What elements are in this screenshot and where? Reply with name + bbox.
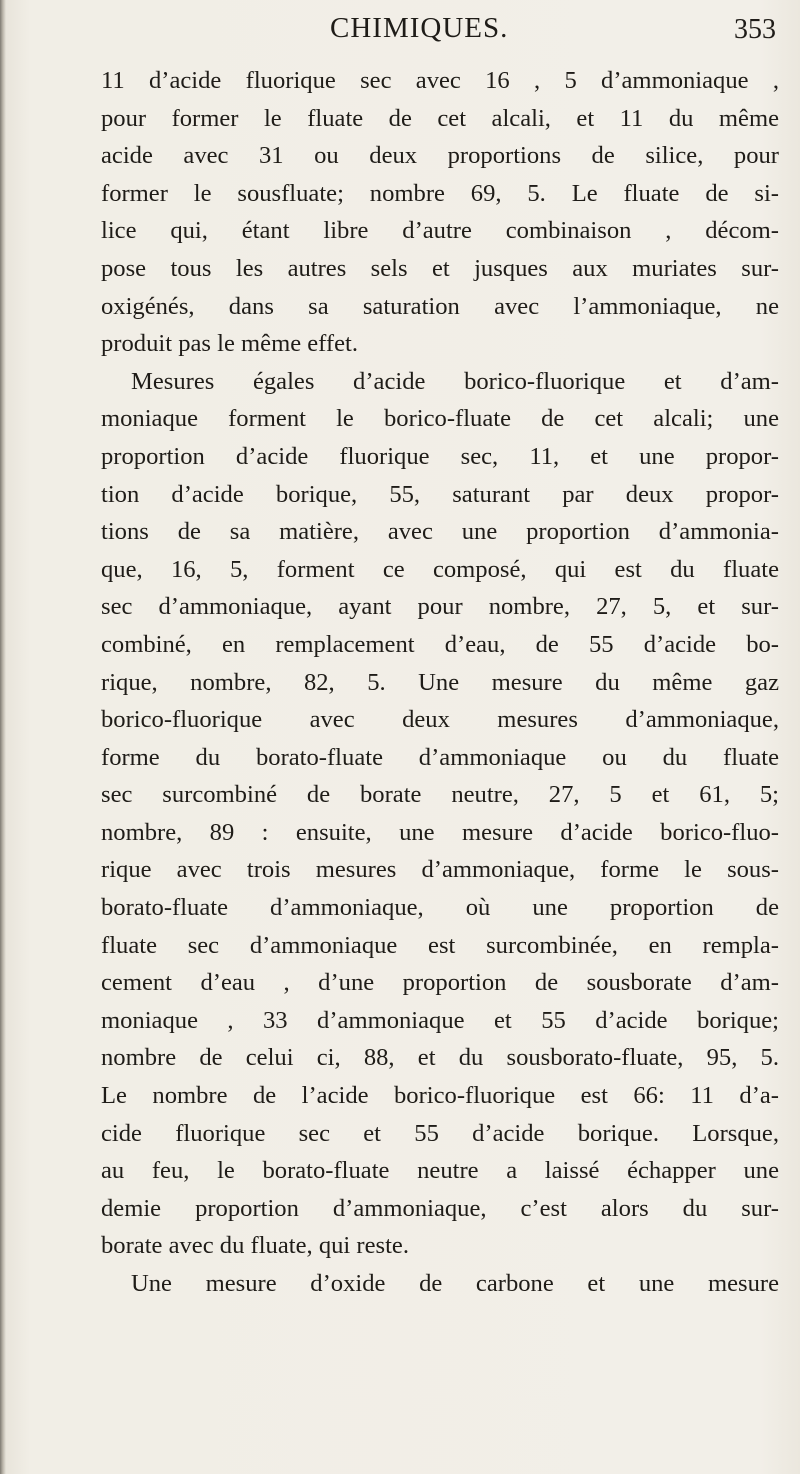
text-line: rique avec trois mesures d’ammoniaque, forme le sous- [101,856,779,884]
text-line: borate avec du fluate, qui reste. [101,1232,409,1260]
body-text [101,62,779,1303]
text-line: lice qui, étant libre d’autre combinaison , décom- [101,217,779,245]
text-line: borico-fluorique avec deux mesures d’ammoniaque, [101,706,779,734]
text-line: acide avec 31 ou deux proportions de silice, pour [101,142,779,170]
running-title: CHIMIQUES. [330,12,509,44]
text-line: tion d’acide borique, 55, saturant par deux propor- [101,480,779,508]
text-line: fluate sec d’ammoniaque est surcombinée, en rempla- [101,931,779,959]
text-line: former le sousfluate; nombre 69, 5. Le fluate de si- [101,179,779,207]
text-line: produit pas le même effet. [101,330,359,358]
text-line: que, 16, 5, forment ce composé, qui est du fluate [101,555,779,583]
text-line: rique, nombre, 82, 5. Une mesure du même gaz [101,668,779,696]
text-line: pour former le fluate de cet alcali, et 11 du même [101,104,779,132]
text-line: forme du borato-fluate d’ammoniaque ou du fluate [101,743,779,771]
text-line: moniaque , 33 d’ammoniaque et 55 d’acide borique; [101,1006,779,1034]
page-number: 353 [734,14,776,45]
page-gutter-shadow [0,0,6,1474]
paragraph-first-line: Une mesure d’oxide de carbone et une mesure [131,1270,779,1297]
text-line: sec d’ammoniaque, ayant pour nombre, 27, 5, et sur- [101,593,779,621]
text-line: au feu, le borato-fluate neutre a laissé échapper une [101,1157,779,1185]
text-line: pose tous les autres sels et jusques aux muriates sur- [101,254,779,282]
page-header [100,12,790,56]
text-line: nombre, 89 : ensuite, une mesure d’acide borico-fluo- [101,818,779,846]
text-line: nombre de celui ci, 88, et du sousborato-fluate, 95, 5. [101,1044,779,1072]
text-line: proportion d’acide fluorique sec, 11, et une propor- [101,442,779,470]
text-line: sec surcombiné de borate neutre, 27, 5 et 61, 5; [101,781,779,809]
text-line: Le nombre de l’acide borico-fluorique est 66: 11 d’a- [101,1082,779,1110]
text-line: 11 d’acide fluorique sec avec 16 , 5 d’ammoniaque , [101,67,779,94]
text-line: tions de sa matière, avec une proportion d’ammonia- [101,518,779,546]
text-line: demie proportion d’ammoniaque, c’est alors du sur- [101,1194,779,1222]
text-line: oxigénés, dans sa saturation avec l’ammoniaque, ne [101,292,779,320]
text-line: combiné, en remplacement d’eau, de 55 d’acide bo- [101,630,779,658]
text-line: cide fluorique sec et 55 d’acide borique. Lorsque, [101,1119,779,1147]
paragraph-first-line: Mesures égales d’acide borico-fluorique et d’am- [131,367,779,395]
text-line: moniaque forment le borico-fluate de cet alcali; une [101,405,779,433]
text-line: borato-fluate d’ammoniaque, où une proportion de [101,894,779,922]
text-line: cement d’eau , d’une proportion de sousborate d’am- [101,969,779,997]
